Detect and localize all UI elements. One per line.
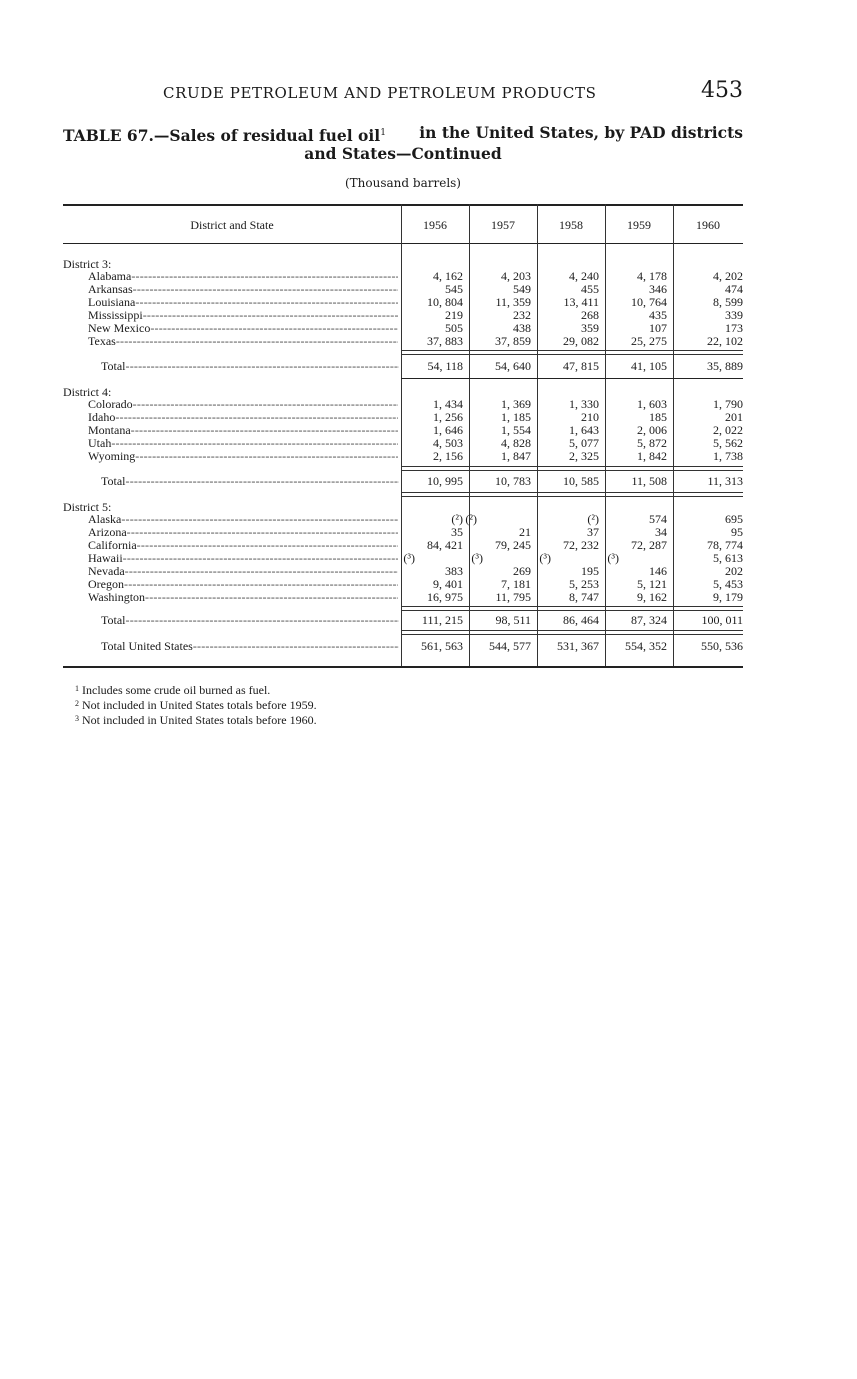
row-label: Arkansas -----	[88, 283, 398, 296]
cell-1958: 268	[581, 308, 599, 322]
cell-1957: 438	[513, 321, 531, 335]
cell-1958: 8, 747	[569, 590, 599, 604]
cell-1959: 1, 842	[637, 449, 667, 463]
cell-1956: 54, 118	[427, 359, 463, 373]
row-label: Louisiana -----	[88, 296, 398, 309]
subtotal-rule	[401, 466, 743, 471]
cell-1960: 550, 536	[701, 639, 743, 653]
cell-1958: (³)	[539, 551, 551, 565]
cell-1960: 201	[725, 410, 743, 424]
table-row	[63, 270, 743, 283]
cell-1959: 9, 162	[637, 590, 667, 604]
cell-1959: 41, 105	[631, 359, 667, 373]
cell-1956: 545	[445, 282, 463, 296]
row-label: Mississippi -----	[88, 309, 398, 322]
section-rule	[401, 630, 743, 635]
total-row	[63, 614, 743, 627]
cell-1957: 4, 828	[501, 436, 531, 450]
row-label: Arizona -----	[88, 526, 398, 539]
cell-1956: (³)	[403, 551, 415, 565]
header-year-1959: 1959	[627, 218, 651, 232]
cell-1957: 269	[513, 564, 531, 578]
district-heading: District 3:	[63, 257, 112, 271]
row-label: Idaho -----	[88, 411, 398, 424]
cell-1956: 505	[445, 321, 463, 335]
cell-1960: 78, 774	[707, 538, 743, 552]
cell-1960: 1, 738	[713, 449, 743, 463]
table-row	[63, 296, 743, 309]
cell-1958: 455	[581, 282, 599, 296]
cell-1957: 98, 511	[495, 613, 531, 627]
cell-1959: 435	[649, 308, 667, 322]
cell-1958: (²)	[587, 512, 599, 526]
cell-1957: 549	[513, 282, 531, 296]
cell-1960: 8, 599	[713, 295, 743, 309]
cell-1959: 25, 275	[631, 334, 667, 348]
cell-1956: 10, 804	[427, 295, 463, 309]
header-district-state: District and State	[190, 218, 274, 232]
running-head	[163, 78, 743, 104]
header-bottom-rule	[63, 243, 743, 244]
cell-1957: 232	[513, 308, 531, 322]
cell-1960: 1, 790	[713, 397, 743, 411]
cell-1958: 359	[581, 321, 599, 335]
row-label: Total -----	[101, 614, 399, 627]
cell-1959: 11, 508	[631, 474, 667, 488]
cell-1958: 47, 815	[563, 359, 599, 373]
cell-1960: 173	[725, 321, 743, 335]
row-label: Total -----	[101, 360, 399, 373]
cell-1959: 2, 006	[637, 423, 667, 437]
row-label: Texas -----	[88, 335, 398, 348]
cell-1958: 531, 367	[557, 639, 599, 653]
cell-1960: 474	[725, 282, 743, 296]
cell-1957: 1, 369	[501, 397, 531, 411]
cell-1956: 219	[445, 308, 463, 322]
cell-1960: 11, 313	[707, 474, 743, 488]
section-rule	[401, 378, 743, 379]
footnote: $^2$ Not included in United States totals before 1959.	[75, 698, 317, 712]
cell-1957: (³)	[471, 551, 483, 565]
cell-1957: (²)	[465, 512, 477, 526]
cell-1959: 146	[649, 564, 667, 578]
cell-1958: 195	[581, 564, 599, 578]
cell-1957: 544, 577	[489, 639, 531, 653]
total-row	[63, 475, 743, 488]
row-label: Oregon -----	[88, 578, 398, 591]
row-label: Hawaii -----	[88, 552, 398, 565]
cell-1959: 1, 603	[637, 397, 667, 411]
table-title-line2: and States—Continued	[304, 144, 502, 163]
cell-1960: 2, 022	[713, 423, 743, 437]
cell-1957: 4, 203	[501, 269, 531, 283]
row-label: Total United States -----	[101, 640, 399, 653]
cell-1959: 5, 872	[637, 436, 667, 450]
table-row	[63, 335, 743, 348]
cell-1956: 10, 995	[427, 474, 463, 488]
cell-1958: 37	[587, 525, 599, 539]
cell-1956: 561, 563	[421, 639, 463, 653]
row-label: Nevada -----	[88, 565, 398, 578]
cell-1957: 11, 359	[495, 295, 531, 309]
cell-1958: 5, 077	[569, 436, 599, 450]
cell-1960: 5, 453	[713, 577, 743, 591]
cell-1956: 2, 156	[433, 449, 463, 463]
cell-1959: 107	[649, 321, 667, 335]
running-title: CRUDE PETROLEUM AND PETROLEUM PRODUCTS	[163, 84, 597, 102]
cell-1958: 29, 082	[563, 334, 599, 348]
cell-1956: (²)	[451, 512, 463, 526]
cell-1959: 574	[649, 512, 667, 526]
header-year-1958: 1958	[559, 218, 583, 232]
cell-1958: 1, 643	[569, 423, 599, 437]
cell-1957: 37, 859	[495, 334, 531, 348]
data-table	[63, 204, 743, 667]
table-row	[63, 513, 743, 526]
row-label: Alaska -----	[88, 513, 398, 526]
subtotal-rule	[401, 606, 743, 611]
cell-1956: 35	[451, 525, 463, 539]
cell-1960: 22, 102	[707, 334, 743, 348]
row-label: Montana -----	[88, 424, 398, 437]
cell-1960: 100, 011	[701, 613, 743, 627]
row-label: Alabama -----	[88, 270, 398, 283]
cell-1959: 10, 764	[631, 295, 667, 309]
row-label: California -----	[88, 539, 398, 552]
header-year-1956: 1956	[423, 218, 447, 232]
cell-1956: 4, 503	[433, 436, 463, 450]
unit-note: (Thousand barrels)	[345, 176, 461, 190]
cell-1960: 35, 889	[707, 359, 743, 373]
cell-1958: 4, 240	[569, 269, 599, 283]
page-number: 453	[701, 78, 743, 103]
header-year-1960: 1960	[696, 218, 720, 232]
cell-1958: 2, 325	[569, 449, 599, 463]
cell-1957: 10, 783	[495, 474, 531, 488]
cell-1957: 1, 847	[501, 449, 531, 463]
cell-1956: 84, 421	[427, 538, 463, 552]
cell-1958: 86, 464	[563, 613, 599, 627]
cell-1960: 695	[725, 512, 743, 526]
table-title-lead: TABLE 67.—Sales of residual fuel oil$^1$	[63, 126, 386, 145]
cell-1959: 346	[649, 282, 667, 296]
footnotes	[75, 682, 317, 727]
cell-1956: 9, 401	[433, 577, 463, 591]
table-bottom-rule	[63, 666, 743, 668]
district-heading: District 4:	[63, 385, 112, 399]
cell-1956: 16, 975	[427, 590, 463, 604]
cell-1959: 4, 178	[637, 269, 667, 283]
cell-1959: 34	[655, 525, 667, 539]
table-row	[63, 552, 743, 565]
cell-1958: 1, 330	[569, 397, 599, 411]
footnote: $^3$ Not included in United States totals before 1960.	[75, 713, 317, 727]
row-label: Washington -----	[88, 591, 398, 604]
cell-1957: 1, 185	[501, 410, 531, 424]
row-label: Utah -----	[88, 437, 398, 450]
cell-1960: 9, 179	[713, 590, 743, 604]
row-label: New Mexico -----	[88, 322, 398, 335]
cell-1958: 13, 411	[563, 295, 599, 309]
cell-1957: 79, 245	[495, 538, 531, 552]
grand-total-row	[63, 640, 743, 653]
table-title-mid: in the United States, by PAD districts	[419, 123, 743, 142]
cell-1959: 72, 287	[631, 538, 667, 552]
title-footnote-ref: 1	[380, 128, 386, 138]
cell-1959: 5, 121	[637, 577, 667, 591]
table-row	[63, 398, 743, 411]
cell-1956: 1, 256	[433, 410, 463, 424]
cell-1958: 210	[581, 410, 599, 424]
cell-1960: 5, 613	[713, 551, 743, 565]
total-row	[63, 360, 743, 373]
cell-1960: 339	[725, 308, 743, 322]
cell-1957: 7, 181	[501, 577, 531, 591]
cell-1958: 10, 585	[563, 474, 599, 488]
table-top-rule	[63, 204, 743, 206]
cell-1957: 1, 554	[501, 423, 531, 437]
footnote: $^1$ Includes some crude oil burned as fuel.	[75, 683, 271, 697]
cell-1959: 185	[649, 410, 667, 424]
cell-1957: 54, 640	[495, 359, 531, 373]
cell-1956: 37, 883	[427, 334, 463, 348]
cell-1960: 4, 202	[713, 269, 743, 283]
cell-1957: 11, 795	[495, 590, 531, 604]
subtotal-rule	[401, 350, 743, 355]
cell-1959: 554, 352	[625, 639, 667, 653]
table-row	[63, 309, 743, 322]
table-row	[63, 591, 743, 604]
cell-1959: 87, 324	[631, 613, 667, 627]
row-label: Total -----	[101, 475, 399, 488]
cell-1957: 21	[519, 525, 531, 539]
row-label: Wyoming -----	[88, 450, 398, 463]
cell-1956: 383	[445, 564, 463, 578]
cell-1956: 4, 162	[433, 269, 463, 283]
district-heading: District 5:	[63, 500, 112, 514]
cell-1956: 1, 646	[433, 423, 463, 437]
cell-1960: 95	[731, 525, 743, 539]
cell-1956: 111, 215	[421, 613, 463, 627]
cell-1960: 5, 562	[713, 436, 743, 450]
section-rule	[401, 492, 743, 497]
table-title	[63, 124, 743, 163]
cell-1960: 202	[725, 564, 743, 578]
table-row	[63, 450, 743, 463]
cell-1956: 1, 434	[433, 397, 463, 411]
row-label: Colorado -----	[88, 398, 398, 411]
cell-1958: 5, 253	[569, 577, 599, 591]
header-year-1957: 1957	[491, 218, 515, 232]
cell-1959: (³)	[607, 551, 619, 565]
cell-1958: 72, 232	[563, 538, 599, 552]
